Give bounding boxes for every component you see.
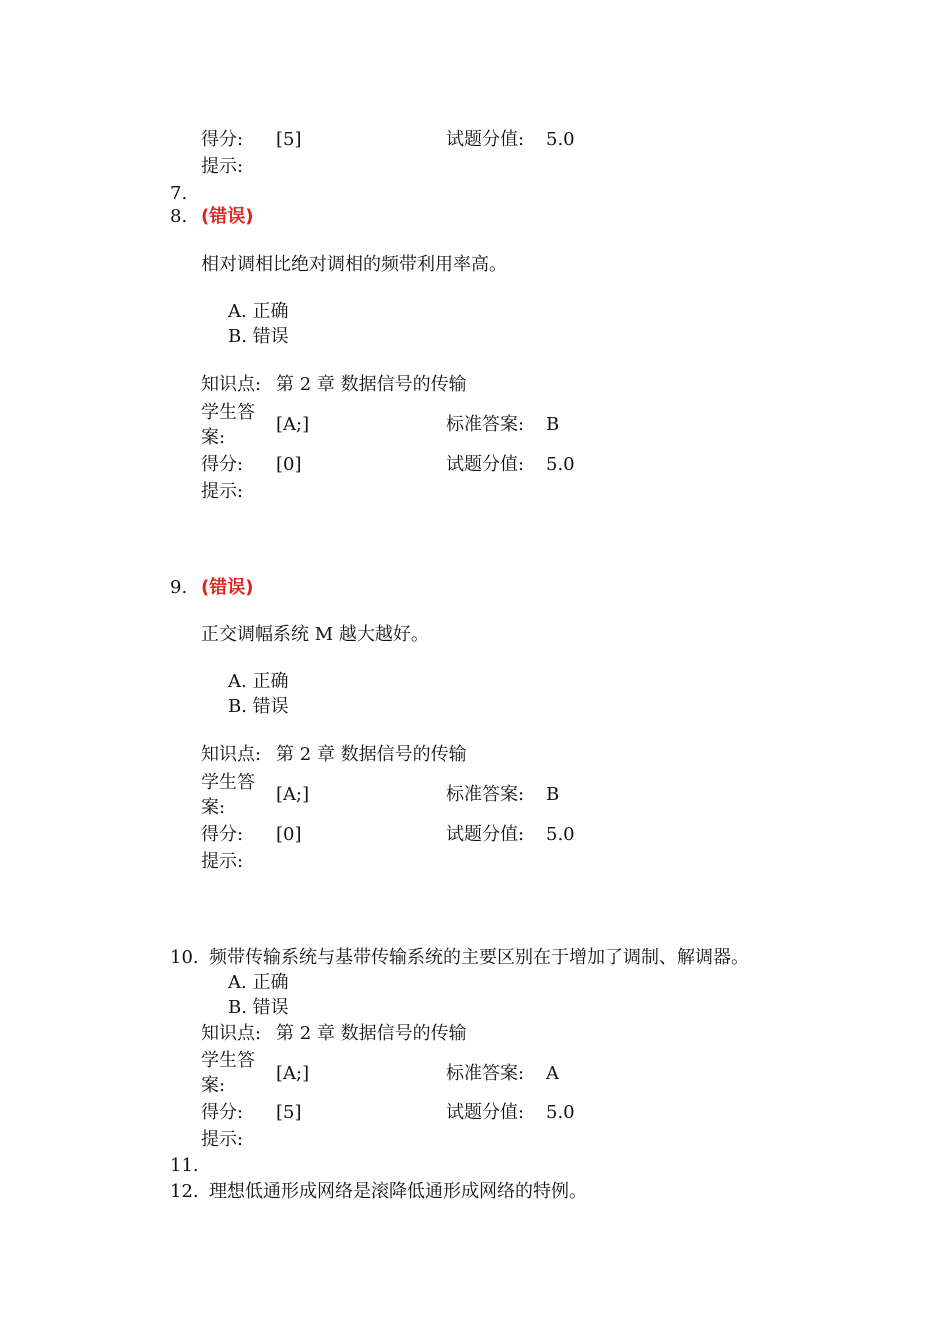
question-number: 11. (170, 1155, 199, 1176)
score-value: [5] (276, 1102, 302, 1123)
full-score-value: 5.0 (546, 129, 575, 150)
student-answer-label: 学生答 (201, 402, 255, 423)
standard-answer-value: B (546, 784, 560, 805)
option-b: B. 错误 (228, 326, 289, 347)
hint-label: 提示: (201, 481, 244, 502)
question-number: 7. (170, 183, 188, 204)
full-score-label: 试题分值: (446, 824, 525, 845)
full-score-label: 试题分值: (446, 129, 525, 150)
student-answer-value: [A;] (276, 1063, 310, 1084)
score-value: [0] (276, 454, 302, 475)
error-status: (错误) (201, 577, 254, 598)
option-a: A. 正确 (228, 301, 289, 322)
option-a: A. 正确 (228, 671, 289, 692)
student-answer-label: 学生答 (201, 1050, 255, 1071)
question-stem: 相对调相比绝对调相的频带利用率高。 (201, 254, 507, 275)
question-number: 9. (170, 577, 188, 598)
full-score-value: 5.0 (546, 824, 575, 845)
knowledge-label: 知识点: (201, 374, 262, 395)
standard-answer-value: A (546, 1063, 559, 1084)
question-number: 12. (170, 1181, 199, 1202)
question-number: 8. (170, 206, 188, 227)
score-label: 得分: (201, 454, 244, 475)
student-answer-value: [A;] (276, 784, 310, 805)
student-answer-label: 学生答 (201, 772, 255, 793)
student-answer-value: [A;] (276, 414, 310, 435)
standard-answer-value: B (546, 414, 560, 435)
score-value: [0] (276, 824, 302, 845)
full-score-value: 5.0 (546, 1102, 575, 1123)
student-answer-label-cont: 案: (201, 427, 226, 448)
question-stem: 正交调幅系统 M 越大越好。 (201, 624, 429, 645)
option-b: B. 错误 (228, 997, 289, 1018)
full-score-value: 5.0 (546, 454, 575, 475)
knowledge-value: 第 2 章 数据信号的传输 (276, 1023, 467, 1044)
error-status: (错误) (201, 206, 254, 227)
knowledge-label: 知识点: (201, 1023, 262, 1044)
option-b: B. 错误 (228, 696, 289, 717)
hint-label: 提示: (201, 1129, 244, 1150)
knowledge-value: 第 2 章 数据信号的传输 (276, 744, 467, 765)
standard-answer-label: 标准答案: (446, 414, 525, 435)
question-number: 10. (170, 947, 199, 968)
score-value: [5] (276, 129, 302, 150)
standard-answer-label: 标准答案: (446, 1063, 525, 1084)
option-a: A. 正确 (228, 972, 289, 993)
score-label: 得分: (201, 1102, 244, 1123)
student-answer-label-cont: 案: (201, 797, 226, 818)
knowledge-value: 第 2 章 数据信号的传输 (276, 374, 467, 395)
hint-label: 提示: (201, 851, 244, 872)
hint-label: 提示: (201, 156, 244, 177)
full-score-label: 试题分值: (446, 1102, 525, 1123)
student-answer-label-cont: 案: (201, 1075, 226, 1096)
question-stem: 频带传输系统与基带传输系统的主要区别在于增加了调制、解调器。 (209, 947, 749, 968)
question-stem: 理想低通形成网络是滚降低通形成网络的特例。 (209, 1181, 587, 1202)
score-label: 得分: (201, 824, 244, 845)
knowledge-label: 知识点: (201, 744, 262, 765)
full-score-label: 试题分值: (446, 454, 525, 475)
standard-answer-label: 标准答案: (446, 784, 525, 805)
score-label: 得分: (201, 129, 244, 150)
